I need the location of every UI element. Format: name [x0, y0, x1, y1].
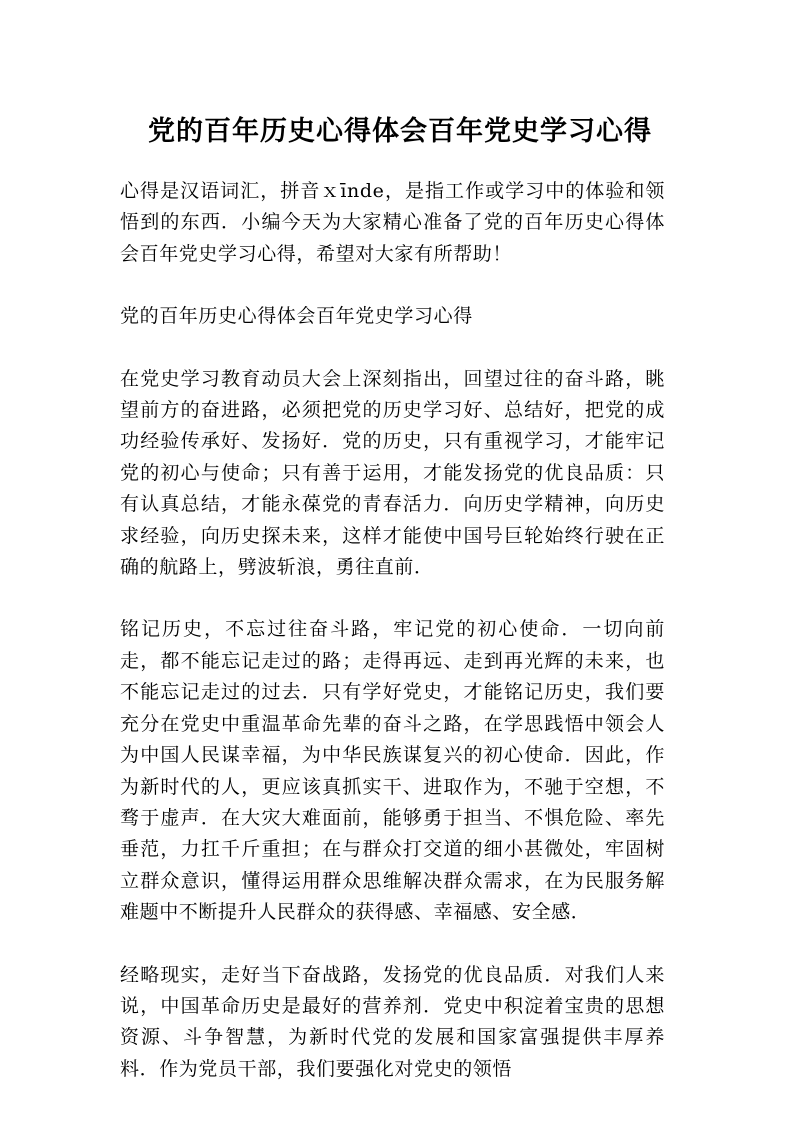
body-paragraph-3: 经略现实，走好当下奋战路，发扬党的优良品质．对我们人来说，中国革命历史是最好的营养剂．党史中积淀着宝贵的思想资源、斗争智慧，为新时代党的发展和国家富强提供丰厚养料．作为党员干部，我们要强化对党史的领悟 — [120, 963, 665, 1080]
body-paragraph-1: 在党史学习教育动员大会上深刻指出，回望过往的奋斗路，眺望前方的奋进路，必须把党的历史学习好、总结好，把党的成功经验传承好、发扬好．党的历史，只有重视学习，才能牢记党的初心与使命；只有善于运用，才能发扬党的优良品质：只有认真总结，才能永葆党的青春活力．向历史学精神，向历史求经验，向历史探未来，这样才能使中国号巨轮始终行驶在正确的航路上，劈波斩浪，勇往直前． — [120, 367, 665, 579]
section-heading: 党的百年历史心得体会百年党史学习心得 — [120, 305, 473, 328]
body-paragraph-2: 铭记历史，不忘过往奋斗路，牢记党的初心使命．一切向前走，都不能忘记走过的路；走得再远、走到再光辉的未来，也不能忘记走过的过去．只有学好党史，才能铭记历史，我们要充分在党史中重温革命先辈的奋斗之路，在学思践悟中领会人为中国人民谋幸福，为中华民族谋复兴的初心使命．因此，作为新时代的人，更应该真抓实干、进取作为，不驰于空想，不骛于虚声．在大灾大难面前，能够勇于担当、不惧危险、率先垂范，力扛千斤重担；在与群众打交道的细小甚微处，牢固树立群众意识，懂得运用群众思维解决群众需求，在为民服务解难题中不断提升人民群众的获得感、幸福感、安全感． — [120, 618, 665, 924]
intro-paragraph: 心得是汉语词汇，拼音ｘīnde，是指工作或学习中的体验和领悟到的东西．小编今天为大家精心准备了党的百年历史心得体会百年党史学习心得，希望对大家有所帮助！ — [120, 180, 665, 265]
document-title: 党的百年历史心得体会百年党史学习心得 — [148, 116, 652, 147]
document-body — [120, 176, 665, 1116]
